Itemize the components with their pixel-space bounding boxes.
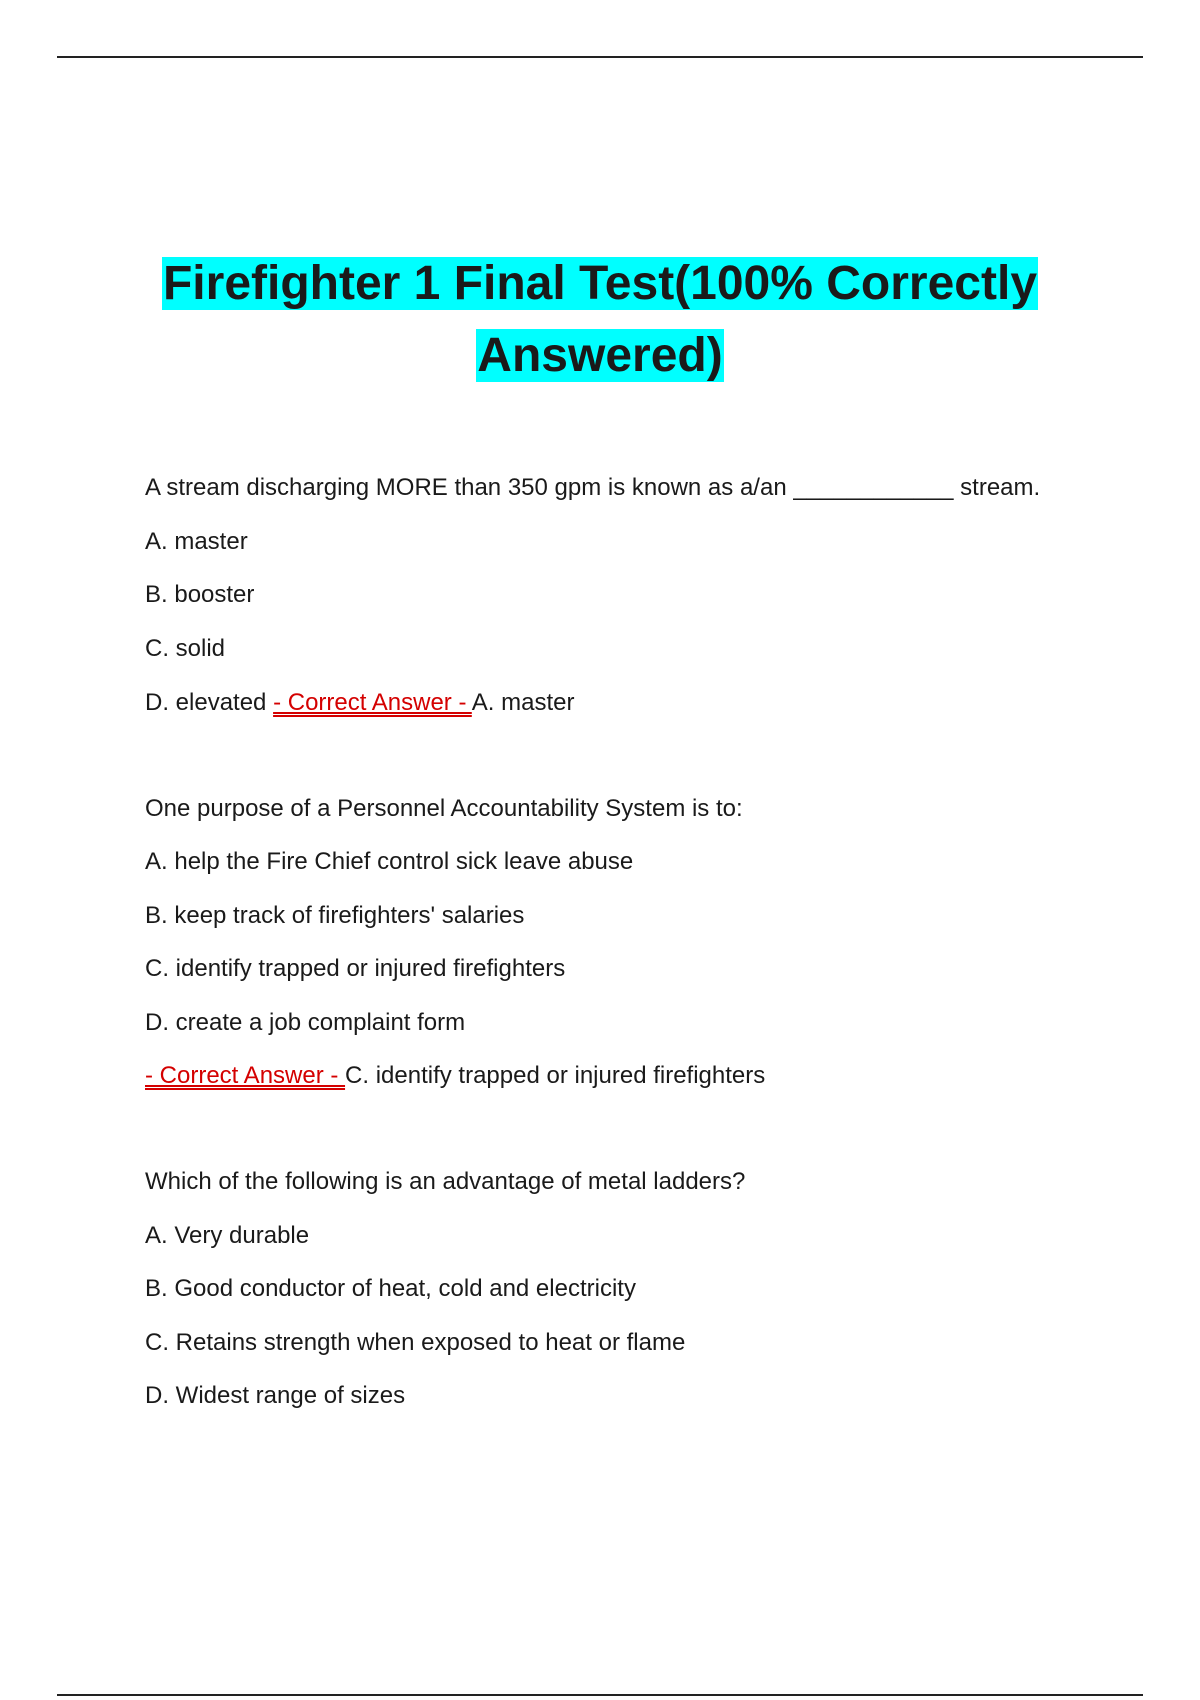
question-1-option-c: C. solid bbox=[145, 635, 226, 662]
question-1-stem: A stream discharging MORE than 350 gpm is known as a/an ____________ stream. bbox=[145, 474, 1041, 501]
question-3-stem: Which of the following is an advantage of metal ladders? bbox=[145, 1168, 746, 1195]
question-1-option-d-line bbox=[145, 688, 1145, 718]
question-2-option-b: B. keep track of firefighters' salaries bbox=[145, 902, 525, 929]
correct-answer-label: - Correct Answer - bbox=[273, 689, 472, 716]
question-2-answer-line bbox=[145, 1061, 1145, 1091]
question-1-option-b: B. booster bbox=[145, 581, 255, 608]
question-1-answer: A. master bbox=[471, 689, 575, 716]
question-3-option-a: A. Very durable bbox=[145, 1222, 310, 1249]
question-1-option-a: A. master bbox=[145, 528, 248, 555]
question-3-option-b: B. Good conductor of heat, cold and electricity bbox=[145, 1275, 636, 1302]
title-line-2: Answered) bbox=[477, 329, 723, 382]
question-3-option-d: D. Widest range of sizes bbox=[145, 1382, 406, 1409]
question-1-option-d: D. elevated bbox=[145, 689, 274, 716]
footer-rule bbox=[57, 1694, 1143, 1696]
question-2-option-d: D. create a job complaint form bbox=[145, 1009, 466, 1036]
question-2-option-c: C. identify trapped or injured firefighters bbox=[145, 955, 566, 982]
question-3-option-c: C. Retains strength when exposed to heat or flame bbox=[145, 1329, 686, 1356]
header-rule bbox=[57, 56, 1143, 58]
question-2-stem: One purpose of a Personnel Accountability System is to: bbox=[145, 795, 743, 822]
document-title bbox=[0, 248, 1200, 392]
title-line-1: Firefighter 1 Final Test(100% Correctly bbox=[162, 257, 1038, 310]
correct-answer-label: - Correct Answer - bbox=[145, 1062, 346, 1089]
question-2-answer: C. identify trapped or injured firefighters bbox=[345, 1062, 766, 1089]
question-2-option-a: A. help the Fire Chief control sick leave abuse bbox=[145, 848, 634, 875]
